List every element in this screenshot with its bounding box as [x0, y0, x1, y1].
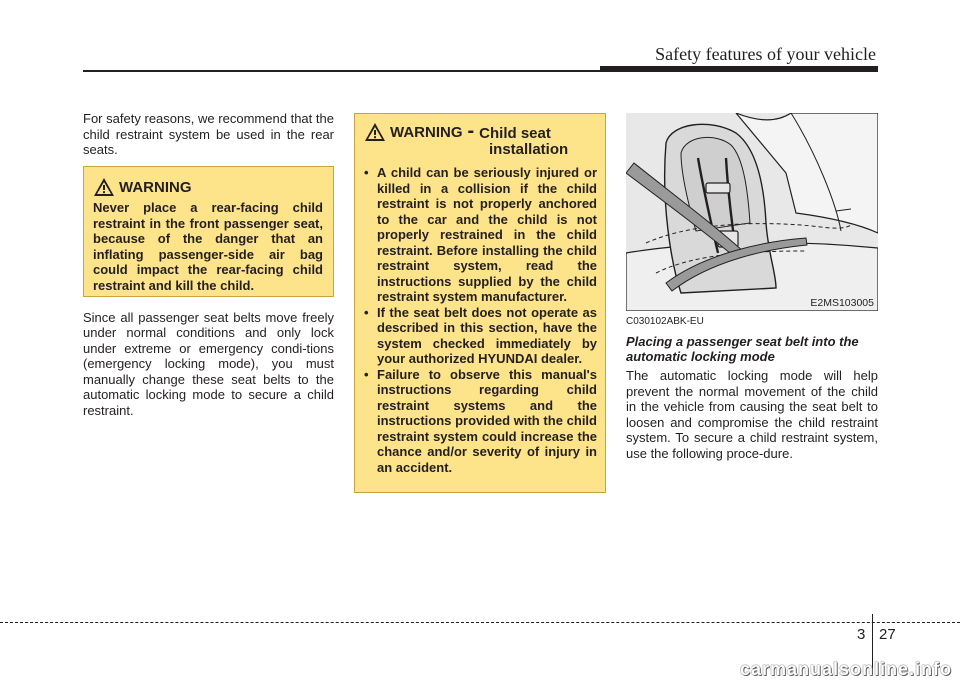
child-seat-drawing [626, 113, 878, 311]
page-number: 27 [879, 626, 896, 643]
warning-bullet: • Failure to observe this manual's instructions regarding child restraint systems and the instructions provided with the child restraint system could increase the chance and/or severity of injury in an accident. [364, 367, 597, 476]
warning-bullet: • If the seat belt does not operate as described in this section, have the system checked immediately by your authorized HYUNDAI dealer. [364, 305, 597, 367]
warning-header [93, 177, 323, 197]
intro-paragraph: For safety reasons, we recommend that the child restraint system be used in the rear seats. [83, 111, 334, 157]
section-number: 3 [857, 626, 866, 643]
warning-box-child-seat-installation [354, 113, 606, 493]
section-subheading: Placing a passenger seat belt into the automatic locking mode [626, 334, 859, 364]
warning-triangle-icon [93, 177, 115, 197]
child-seat-illustration [626, 113, 878, 311]
automatic-locking-paragraph: The automatic locking mode will help prevent the normal movement of the child in the vehicle from causing the seat belt to loosen and compromise the child restraint system. To secure a child restraint system, use the following proce-dure. [626, 368, 878, 461]
footer-rule [0, 622, 960, 623]
warning-dash: - [467, 120, 475, 142]
warning-subtitle-continued [364, 141, 597, 159]
page-header-title: Safety features of your vehicle [655, 44, 876, 64]
header-rule-accent [600, 66, 878, 72]
locking-mode-paragraph: Since all passenger seat belts move freely under normal conditions and only lock under extreme or emergency condi-tions (emergency locking mode), you must manually change these seat belts to the automatic locking mode to secure a child restraint. [83, 309, 334, 418]
warning-box-rear-facing [83, 166, 334, 297]
warning-subtitle-line2: installation [489, 141, 569, 158]
warning-bullet: • A child can be seriously injured or killed in a collision if the child restraint is not properly anchored to the car and the child is not properly restrained in the child restraint. Before installing the child restraint system, read the instructions supplied by the child restraint system manufacturer. [364, 165, 597, 305]
warning-triangle-icon [364, 122, 386, 142]
warning-subtitle-line1: Child seat [479, 125, 551, 142]
warning-text: Never place a rear-facing child restraint in the front passenger seat, because of the danger that an inflating passenger-side air bag could impact the rear-facing child restraint and kill the child. [93, 200, 323, 293]
section-code: C030102ABK-EU [626, 316, 704, 327]
column-right [626, 316, 878, 461]
watermark-link[interactable]: carmanualsonline.info [739, 659, 952, 679]
warning-header [364, 122, 597, 143]
warning-label: WARNING [119, 179, 192, 196]
warning-label: WARNING [390, 124, 463, 141]
figure-code-label: E2MS103005 [810, 297, 874, 309]
warning-bullet-list [364, 165, 597, 475]
